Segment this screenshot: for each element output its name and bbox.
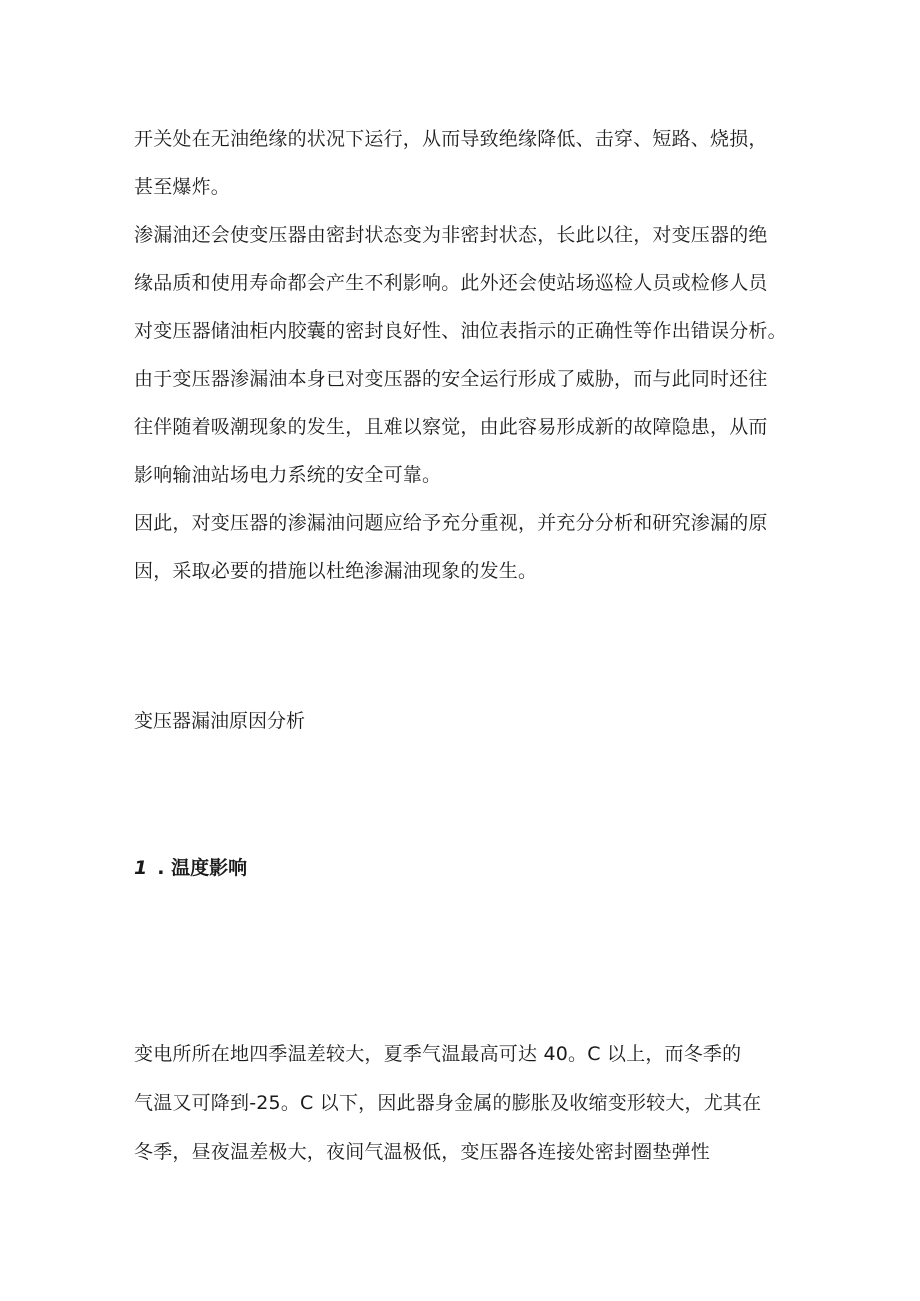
paragraph-2-line-3: 对变压器储油柜内胶囊的密封良好性、油位表指示的正确性等作出错误分析。 bbox=[134, 320, 787, 342]
subsection-title: . 温度影响 bbox=[157, 857, 248, 879]
paragraph-4-line-2: 因，采取必要的措施以杜绝渗漏油现象的发生。 bbox=[134, 560, 538, 582]
paragraph-1-line-2: 甚至爆炸。 bbox=[134, 176, 231, 198]
subsection-heading bbox=[134, 855, 247, 881]
paragraph-3-line-2: 往伴随着吸潮现象的发生，且难以察觉，由此容易形成新的故障隐患，从而 bbox=[134, 416, 768, 438]
body-line-1: 变电所所在地四季温差较大，夏季气温最高可达 40。C 以上，而冬季的 bbox=[134, 1043, 742, 1065]
section-heading: 变压器漏油原因分析 bbox=[134, 710, 306, 732]
paragraph-3-line-3: 影响输油站场电力系统的安全可靠。 bbox=[134, 464, 442, 486]
body-line-2: 气温又可降到-25。C 以下，因此器身金属的膨胀及收缩变形较大，尤其在 bbox=[134, 1092, 762, 1114]
paragraph-2-line-2: 缘品质和使用寿命都会产生不利影响。此外还会使站场巡检人员或检修人员 bbox=[134, 272, 768, 294]
body-line-3: 冬季，昼夜温差极大，夜间气温极低，变压器各连接处密封圈垫弹性 bbox=[134, 1141, 711, 1163]
paragraph-1-line-1: 开关处在无油绝缘的状况下运行，从而导致绝缘降低、击穿、短路、烧损， bbox=[134, 128, 768, 150]
subsection-number: 1 bbox=[134, 857, 148, 879]
paragraph-4-line-1: 因此，对变压器的渗漏油问题应给予充分重视，并充分分析和研究渗漏的原 bbox=[134, 512, 768, 534]
paragraph-3-line-1: 由于变压器渗漏油本身已对变压器的安全运行形成了威胁，而与此同时还往 bbox=[134, 368, 768, 390]
paragraph-2-line-1: 渗漏油还会使变压器由密封状态变为非密封状态，长此以往，对变压器的绝 bbox=[134, 224, 768, 246]
